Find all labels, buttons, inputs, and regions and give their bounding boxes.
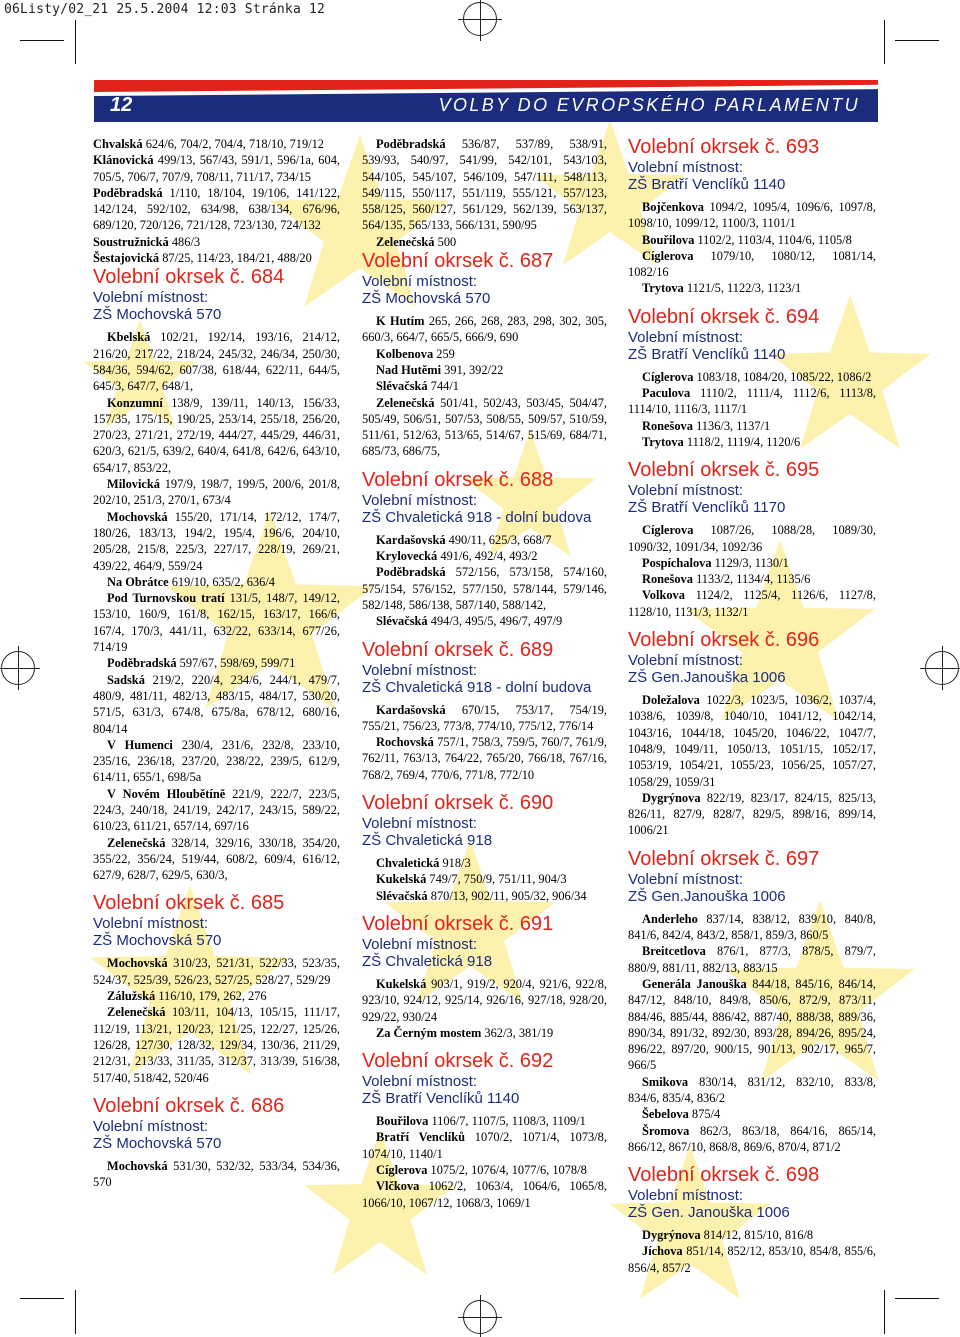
street-name: Poděbradská [376, 137, 446, 151]
district-street-list [93, 1158, 340, 1191]
house-numbers: 1070/2, 1071/4, 1073/8, 1074/10, 1140/1 [362, 1130, 607, 1161]
street-entry [93, 1004, 340, 1085]
district-title: Volební okrsek č. 688 [362, 468, 554, 491]
street-name: Kukelská [376, 976, 427, 991]
house-numbers: 851/14, 852/12, 853/10, 854/8, 855/6, 856/4, 857/2 [628, 1244, 876, 1275]
street-entry [93, 955, 340, 988]
polling-station-label: Volební místnost: [362, 491, 478, 509]
street-name: Chvaletická [376, 856, 440, 871]
street-name: Doležalova [642, 693, 700, 708]
street-entry [362, 564, 607, 613]
street-entry [93, 185, 340, 234]
district-street-list [362, 855, 607, 904]
district-block [362, 469, 607, 630]
district-title: Volební okrsek č. 694 [628, 305, 820, 328]
district-street-list [628, 199, 876, 297]
street-name: Zálužská [107, 989, 156, 1004]
registration-mark [1, 651, 35, 685]
polling-station-venue: ZŠ Bratří Venclíků 1140 [362, 1090, 520, 1108]
street-entry [93, 988, 340, 1004]
district-street-list [628, 911, 876, 1155]
street-entry [93, 509, 340, 574]
district-street-list [362, 1113, 607, 1211]
registration-mark [463, 2, 497, 36]
polling-station-venue: ZŠ Mochovská 570 [93, 306, 222, 324]
street-name: V Humenci [107, 737, 173, 752]
street-entry [362, 234, 607, 250]
polling-station-label: Volební místnost: [628, 1187, 744, 1205]
polling-station-venue: ZŠ Mochovská 570 [93, 932, 222, 950]
street-name: Volkova [642, 588, 685, 603]
street-entry [628, 232, 876, 248]
house-numbers: 830/14, 831/12, 832/10, 833/8, 834/6, 835/4, 836/2 [628, 1074, 876, 1105]
crop-mark [75, 20, 76, 64]
house-numbers: 875/4 [691, 1107, 721, 1122]
street-name: Slévačská [376, 379, 428, 394]
crop-mark [20, 1298, 64, 1299]
house-numbers: 500 [437, 234, 457, 249]
polling-station-venue: ZŠ Chvaletická 918 [362, 832, 493, 850]
street-name: Chvalská [93, 137, 143, 151]
street-name: Šebelova [642, 1107, 689, 1122]
house-numbers: 1124/2, 1125/4, 1126/6, 1127/8, 1128/10, 1131/3, 1132/1 [628, 588, 876, 619]
street-name: Mochovská [107, 1158, 168, 1173]
house-numbers: 102/21, 192/14, 193/16, 214/12, 216/20, 217/22, 218/24, 245/32, 246/34, 250/30, 584/36, 594/62, 607/38, 618/44, 622/11, 644/5, 645/3, 647/7, 648/1, [93, 330, 340, 394]
district-street-list [93, 329, 340, 883]
district-title: Volební okrsek č. 695 [628, 459, 820, 482]
street-entry [628, 418, 876, 434]
house-numbers: 1062/2, 1063/4, 1064/6, 1065/8, 1066/10, 1067/12, 1068/3, 1069/1 [362, 1179, 607, 1210]
street-entry [628, 571, 876, 587]
house-numbers: 536/87, 537/89, 538/91, 539/93, 540/97, 541/99, 542/101, 543/103, 544/105, 545/107, 546/109, 547/111, 548/113, 549/115, 550/117, 551/119, 555/121, 557/123, 558/125, 560/127, 561/129, 562/139, 563/137, 564/135, 565/133, 566/131, 590/95 [362, 137, 607, 233]
street-name: Dygrýnova [642, 1228, 701, 1243]
district-street-list [628, 369, 876, 450]
district-title: Volební okrsek č. 684 [93, 266, 285, 289]
street-name: Cíglerova [642, 523, 694, 538]
street-name: Bojčenkova [642, 200, 704, 214]
street-name: Za Černým mostem [376, 1025, 482, 1040]
house-numbers: 490/11, 625/3, 668/7 [448, 532, 552, 547]
street-name: Trytova [642, 434, 684, 449]
street-entry [93, 786, 340, 835]
street-entry [93, 590, 340, 655]
district-street-list [628, 692, 876, 839]
street-name: Kukelská [376, 872, 427, 887]
street-entry [93, 1158, 340, 1191]
street-entry [628, 434, 876, 450]
street-entry [362, 976, 607, 1025]
district-block [628, 629, 876, 839]
polling-station-venue: ZŠ Bratří Venclíků 1140 [628, 345, 786, 363]
street-name: Vlčkova [376, 1179, 420, 1194]
polling-station-venue: ZŠ Chvaletická 918 - dolní budova [362, 508, 592, 526]
column-1 [93, 136, 340, 1190]
street-entry [628, 555, 876, 571]
street-name: Konzumní [107, 395, 163, 410]
polling-station-label: Volební místnost: [93, 915, 209, 933]
district-street-list [362, 976, 607, 1041]
house-numbers: 876/1, 877/3, 878/5, 879/7, 880/9, 881/11, 882/13, 883/15 [628, 944, 876, 975]
street-entry [628, 1106, 876, 1122]
street-name: Dygrýnova [642, 790, 701, 805]
street-entry [362, 1113, 607, 1129]
street-entry [628, 1074, 876, 1107]
polling-station-venue: ZŠ Gen. Janouška 1006 [628, 1204, 790, 1222]
house-numbers: 1118/2, 1119/4, 1120/6 [686, 434, 801, 449]
street-name: Slévačská [376, 614, 428, 629]
house-numbers: 1094/2, 1095/4, 1096/6, 1097/8, 1098/10, 1099/12, 1100/3, 1101/1 [628, 200, 876, 231]
polling-station-label: Volební místnost: [362, 1073, 478, 1091]
district-street-list [628, 1227, 876, 1276]
polling-station-venue: ZŠ Gen.Janouška 1006 [628, 887, 786, 905]
street-entry [628, 790, 876, 839]
street-name: Poděbradská [107, 656, 177, 671]
street-entry [362, 734, 607, 783]
crop-mark [884, 1290, 885, 1334]
street-name: Breitcetlova [642, 944, 706, 959]
column-2-districts [362, 250, 607, 1211]
house-numbers: 670/15, 753/17, 754/19, 755/21, 756/23, 773/8, 774/10, 775/12, 776/14 [362, 702, 607, 733]
district-block [93, 892, 340, 1085]
polling-station-label: Volební místnost: [93, 1117, 209, 1135]
district-block [362, 639, 607, 783]
column-3-districts [628, 136, 876, 1276]
street-entry [628, 1243, 876, 1276]
house-numbers: 1106/7, 1107/5, 1108/3, 1109/1 [431, 1114, 586, 1129]
street-name: Bratří Venclíků [376, 1130, 465, 1145]
crop-mark [884, 20, 885, 64]
street-name: Bouřilova [642, 232, 695, 247]
street-entry [93, 835, 340, 884]
street-entry [628, 911, 876, 944]
house-numbers: 1022/3, 1023/5, 1036/2, 1037/4, 1038/6, 1039/8, 1040/10, 1041/12, 1042/14, 1043/16, 1044/18, 1045/20, 1046/22, 1047/7, 1048/9, 1049/11, 1050/13, 1051/15, 1052/17, 1053/19, 1054/21, 1055/23, 1056/25, 1057/27, 1058/29, 1059/31 [628, 693, 876, 789]
house-numbers: 1102/2, 1103/4, 1104/6, 1105/8 [697, 232, 852, 247]
district-street-list [362, 532, 607, 630]
street-name: Kolbenova [376, 346, 434, 361]
house-numbers: 837/14, 838/12, 839/10, 840/8, 841/6, 842/4, 843/2, 858/1, 859/3, 860/5 [628, 911, 876, 943]
street-entry [362, 1025, 607, 1041]
street-entry [628, 522, 876, 555]
district-block [362, 792, 607, 904]
house-numbers: 531/30, 532/32, 533/34, 534/36, 570 [93, 1158, 340, 1190]
polling-station-label: Volební místnost: [362, 273, 478, 291]
house-numbers: 362/3, 381/19 [484, 1025, 554, 1040]
street-name: Ronešova [642, 572, 693, 587]
col1-intro-list [93, 136, 340, 266]
polling-station-label: Volební místnost: [628, 870, 744, 888]
street-entry [362, 888, 607, 904]
print-slug: 06Listy/02_21 25.5.2004 12:03 Stránka 12 [4, 2, 326, 17]
district-title: Volební okrsek č. 698 [628, 1164, 820, 1187]
street-entry [628, 692, 876, 790]
house-numbers: 1121/5, 1122/3, 1123/1 [686, 281, 802, 296]
street-entry [628, 280, 876, 296]
polling-station-venue: ZŠ Bratří Venclíků 1140 [628, 176, 786, 193]
district-block [362, 1050, 607, 1211]
district-block [93, 1095, 340, 1191]
district-title: Volební okrsek č. 685 [93, 892, 285, 915]
street-entry [362, 1178, 607, 1211]
house-numbers: 1075/2, 1076/4, 1077/6, 1078/8 [430, 1162, 587, 1177]
column-2 [362, 136, 607, 1211]
street-name: Kardašovská [376, 702, 446, 717]
house-numbers: 1129/3, 1130/1 [714, 555, 789, 570]
house-numbers: 138/9, 139/11, 140/13, 156/33, 157/35, 175/15, 190/25, 253/14, 255/18, 256/20, 270/23, 271/21, 272/19, 444/27, 445/29, 446/31, 620/3, 621/5, 639/2, 640/4, 641/8, 642/6, 643/10, 654/17, 853/22, [93, 395, 340, 475]
house-numbers: 870/13, 902/11, 905/32, 906/34 [430, 888, 587, 903]
district-title: Volební okrsek č. 697 [628, 847, 820, 870]
polling-station-venue: ZŠ Mochovská 570 [93, 1134, 222, 1152]
street-name: Mochovská [107, 509, 168, 524]
street-entry [93, 737, 340, 786]
street-name: Generála Janouška [642, 976, 747, 991]
street-name: Bouřilova [376, 1114, 429, 1129]
polling-station-venue: ZŠ Chvaletická 918 [362, 952, 493, 970]
house-numbers: 116/10, 179, 262, 276 [158, 989, 267, 1004]
house-numbers: 903/1, 919/2, 920/4, 921/6, 922/8, 923/10, 924/12, 925/14, 926/16, 927/18, 928/20, 929/22, 930/24 [362, 976, 607, 1024]
street-name: Pospíchalova [642, 555, 712, 570]
street-name: Ronešova [642, 418, 693, 433]
street-entry [93, 152, 340, 185]
polling-station-venue: ZŠ Gen.Janouška 1006 [628, 669, 786, 687]
house-numbers: 822/19, 823/17, 824/15, 825/13, 826/11, 827/9, 828/7, 829/5, 898/16, 899/14, 1006/21 [628, 790, 876, 838]
street-name: Zelenečská [376, 234, 435, 249]
street-entry [628, 385, 876, 418]
column-1-districts [93, 266, 340, 1190]
house-numbers: 918/3 [442, 856, 471, 871]
street-entry [93, 395, 340, 476]
district-title: Volební okrsek č. 689 [362, 638, 554, 661]
house-numbers: 1/110, 18/104, 19/106, 141/122, 142/124, 592/102, 634/98, 638/134, 676/96, 689/120, 720/126, 721/128, 723/130, 724/132 [93, 185, 340, 233]
house-numbers: 491/6, 492/4, 493/2 [440, 549, 538, 564]
street-entry [362, 362, 607, 378]
street-entry [628, 248, 876, 281]
district-street-list [93, 955, 340, 1085]
crop-mark [895, 1298, 939, 1299]
street-name: Soustružnická [93, 234, 169, 249]
house-numbers: 486/3 [171, 234, 201, 249]
polling-station-label: Volební místnost: [93, 289, 209, 307]
street-entry [628, 199, 876, 232]
polling-station-venue: ZŠ Bratří Venclíků 1170 [628, 499, 786, 517]
house-numbers: 499/13, 567/43, 591/1, 596/1a, 604, 705/5, 706/7, 707/9, 708/11, 711/17, 734/15 [93, 153, 340, 184]
street-name: Poděbradská [376, 565, 446, 580]
street-name: Trytova [642, 281, 684, 296]
crop-mark [75, 1290, 76, 1334]
house-numbers: 391, 392/22 [444, 362, 504, 377]
house-numbers: 597/67, 598/69, 599/71 [179, 656, 296, 671]
street-entry [362, 871, 607, 887]
street-entry [628, 1123, 876, 1156]
district-street-list [362, 702, 607, 783]
street-name: Kbelská [107, 330, 151, 345]
street-entry [93, 136, 340, 152]
polling-station-venue: ZŠ Chvaletická 918 - dolní budova [362, 678, 592, 696]
house-numbers: 1110/2, 1111/4, 1112/6, 1113/8, 1114/10, 1116/3, 1117/1 [628, 386, 876, 417]
street-entry [628, 943, 876, 976]
street-entry [362, 532, 607, 548]
district-title: Volební okrsek č. 696 [628, 629, 820, 652]
house-numbers: 328/14, 329/16, 330/18, 354/20, 355/22, 356/24, 519/44, 608/2, 609/4, 616/12, 627/9, 628/7, 629/5, 630/3, [93, 835, 340, 883]
street-entry [628, 976, 876, 1074]
street-name: Mochovská [107, 956, 168, 971]
house-numbers: 814/12, 815/10, 816/8 [703, 1228, 814, 1243]
house-numbers: 219/2, 220/4, 234/6, 244/1, 479/7, 480/9, 481/11, 482/13, 483/15, 484/17, 530/20, 571/5, 631/3, 674/8, 675/8a, 678/12, 680/16, 804/14 [93, 672, 340, 736]
street-entry [628, 587, 876, 620]
district-title: Volební okrsek č. 686 [93, 1094, 285, 1117]
street-name: Jíchova [642, 1244, 683, 1259]
polling-station-label: Volební místnost: [362, 935, 478, 953]
district-block [628, 459, 876, 620]
street-entry [93, 476, 340, 509]
house-numbers: 749/7, 750/9, 751/11, 904/3 [429, 872, 567, 887]
house-numbers: 744/1 [430, 379, 459, 394]
street-name: Paculova [642, 386, 691, 401]
house-numbers: 259 [436, 346, 455, 361]
polling-station-label: Volební místnost: [628, 328, 744, 346]
house-numbers: 87/25, 114/23, 184/21, 488/20 [162, 251, 312, 266]
street-name: Anderleho [642, 911, 698, 926]
polling-station-label: Volební místnost: [628, 159, 744, 176]
house-numbers: 624/6, 704/2, 704/4, 718/10, 719/12 [145, 137, 324, 151]
page-number: 12 [110, 94, 133, 116]
house-numbers: 1136/3, 1137/1 [696, 418, 771, 433]
registration-mark [925, 651, 959, 685]
polling-station-venue: ZŠ Mochovská 570 [362, 290, 491, 308]
page-header [94, 80, 878, 124]
district-block [362, 913, 607, 1041]
street-entry [93, 234, 340, 250]
street-name: V Novém Hloubětíně [107, 786, 226, 801]
street-entry [628, 1227, 876, 1243]
street-name: Milovická [107, 477, 160, 492]
street-entry [362, 613, 607, 629]
street-entry [628, 369, 876, 385]
column-3 [628, 136, 876, 1276]
street-entry [362, 702, 607, 735]
house-numbers: 619/10, 635/2, 636/4 [171, 574, 275, 589]
street-name: Cíglerova [642, 369, 694, 384]
street-entry [93, 329, 340, 394]
street-entry [362, 548, 607, 564]
street-name: Šromova [642, 1123, 690, 1138]
street-entry [93, 250, 340, 266]
street-name: Kardašovská [376, 532, 446, 547]
house-numbers: 572/156, 573/158, 574/160, 575/154, 576/152, 577/150, 578/144, 579/146, 582/148, 586/138, 587/140, 588/142, [362, 565, 607, 612]
house-numbers: 1133/2, 1134/4, 1135/6 [696, 572, 811, 587]
street-name: Krylovecká [376, 549, 438, 564]
district-block [628, 136, 876, 297]
polling-station-label: Volební místnost: [628, 482, 744, 500]
house-numbers: 757/1, 758/3, 759/5, 760/7, 761/9, 762/11, 763/13, 764/22, 765/20, 766/18, 767/16, 768/2, 769/4, 770/6, 771/8, 772/10 [362, 735, 607, 782]
street-name: Zelenečská [107, 1005, 166, 1020]
house-numbers: 155/20, 171/14, 172/12, 174/7, 180/26, 183/13, 194/2, 195/4, 196/6, 204/10, 205/28, 215/8, 225/3, 227/17, 228/19, 269/21, 439/22, 464/9, 559/24 [93, 509, 340, 573]
street-entry [362, 395, 607, 460]
house-numbers: 131/5, 148/7, 149/12, 153/10, 160/9, 161/8, 162/15, 163/17, 166/6, 167/4, 170/3, 441/11, 632/22, 633/14, 677/26, 714/19 [93, 591, 340, 655]
polling-station-label: Volební místnost: [362, 815, 478, 833]
house-numbers: 197/9, 198/7, 199/5, 200/6, 201/8, 202/10, 251/3, 270/1, 673/4 [93, 477, 340, 508]
district-title: Volební okrsek č. 687 [362, 250, 554, 273]
header-title: VOLBY DO EVROPSKÉHO PARLAMENTU [438, 95, 860, 115]
registration-mark [463, 1300, 497, 1334]
house-numbers: 230/4, 231/6, 232/8, 233/10, 235/16, 236/18, 237/20, 238/22, 239/5, 612/9, 614/11, 655/1, 698/5a [93, 737, 340, 785]
house-numbers: 310/23, 521/31, 522/33, 523/35, 524/37, 525/39, 526/23, 527/25, 528/27, 529/29 [93, 956, 340, 987]
street-entry [93, 574, 340, 590]
district-title: Volební okrsek č. 693 [628, 136, 820, 158]
street-name: Zelenečská [376, 395, 435, 410]
crop-mark [20, 40, 64, 41]
district-block [628, 306, 876, 450]
street-entry [362, 136, 607, 234]
house-numbers: 221/9, 222/7, 223/5, 224/3, 240/18, 241/19, 242/17, 243/15, 589/22, 610/23, 611/21, 657/14, 697/16 [93, 786, 340, 834]
street-name: Rochovská [376, 735, 434, 750]
house-numbers: 862/3, 863/18, 864/16, 865/14, 866/12, 867/10, 868/8, 869/6, 870/4, 871/2 [628, 1123, 876, 1154]
street-entry [93, 655, 340, 671]
street-name: Cíglerova [642, 248, 694, 263]
street-entry [362, 313, 607, 346]
street-name: Na Obrátce [107, 574, 169, 589]
street-name: Šestajovická [93, 251, 160, 266]
house-numbers: 1079/10, 1080/12, 1081/14, 1082/16 [628, 248, 876, 280]
house-numbers: 103/11, 104/13, 105/15, 111/17, 112/19, 113/21, 120/23, 121/25, 122/27, 125/26, 126/28, 127/30, 128/32, 129/34, 130/36, 211/29, 212/31, 213/33, 311/35, 312/37, 313/39, 516/38, 517/40, 518/42, 520/46 [93, 1005, 340, 1085]
street-name: Klánovická [93, 153, 154, 168]
house-numbers: 1083/18, 1084/20, 1085/22, 1086/2 [696, 369, 872, 384]
crop-mark [895, 40, 939, 41]
street-name: Sadská [107, 672, 145, 687]
house-numbers: 1087/26, 1088/28, 1089/30, 1090/32, 1091/34, 1092/36 [628, 523, 876, 554]
street-name: Cíglerova [376, 1162, 428, 1177]
street-entry [362, 378, 607, 394]
house-numbers: 494/3, 495/5, 496/7, 497/9 [430, 614, 563, 629]
street-entry [362, 855, 607, 871]
street-name: Poděbradská [93, 185, 163, 200]
street-name: K Hutím [376, 314, 425, 329]
district-block [628, 848, 876, 1155]
col2-intro-list [362, 136, 607, 250]
street-entry [93, 672, 340, 737]
street-entry [362, 346, 607, 362]
district-block [93, 266, 340, 883]
district-block [362, 250, 607, 460]
district-title: Volební okrsek č. 690 [362, 792, 554, 815]
street-name: Smikova [642, 1074, 689, 1089]
street-name: Nad Hutěmi [376, 362, 442, 377]
house-numbers: 844/18, 845/16, 846/14, 847/12, 848/10, 849/8, 850/6, 872/9, 873/11, 884/46, 885/44, 886/42, 887/40, 888/38, 889/36, 890/34, 891/32, 892/30, 893/28, 894/26, 895/24, 896/22, 897/20, 900/15, 901/13, 902/17, 965/7, 966/5 [628, 976, 876, 1073]
street-name: Pod Turnovskou tratí [107, 591, 225, 606]
street-name: Slévačská [376, 888, 428, 903]
district-street-list [362, 313, 607, 460]
district-street-list [628, 522, 876, 620]
district-title: Volební okrsek č. 692 [362, 1050, 554, 1073]
polling-station-label: Volební místnost: [628, 652, 744, 670]
street-entry [362, 1162, 607, 1178]
street-name: Zelenečská [107, 835, 166, 850]
district-title: Volební okrsek č. 691 [362, 912, 554, 935]
street-entry [362, 1129, 607, 1162]
polling-station-label: Volební místnost: [362, 661, 478, 679]
house-numbers: 265, 266, 268, 283, 298, 302, 305, 660/3, 664/7, 665/5, 666/9, 690 [362, 314, 607, 345]
house-numbers: 501/41, 502/43, 503/45, 504/47, 505/49, 506/51, 507/53, 508/55, 509/57, 510/59, 511/61, 512/63, 513/65, 514/67, 515/69, 684/71, 685/73, 686/75, [362, 395, 607, 459]
district-block [628, 1164, 876, 1276]
